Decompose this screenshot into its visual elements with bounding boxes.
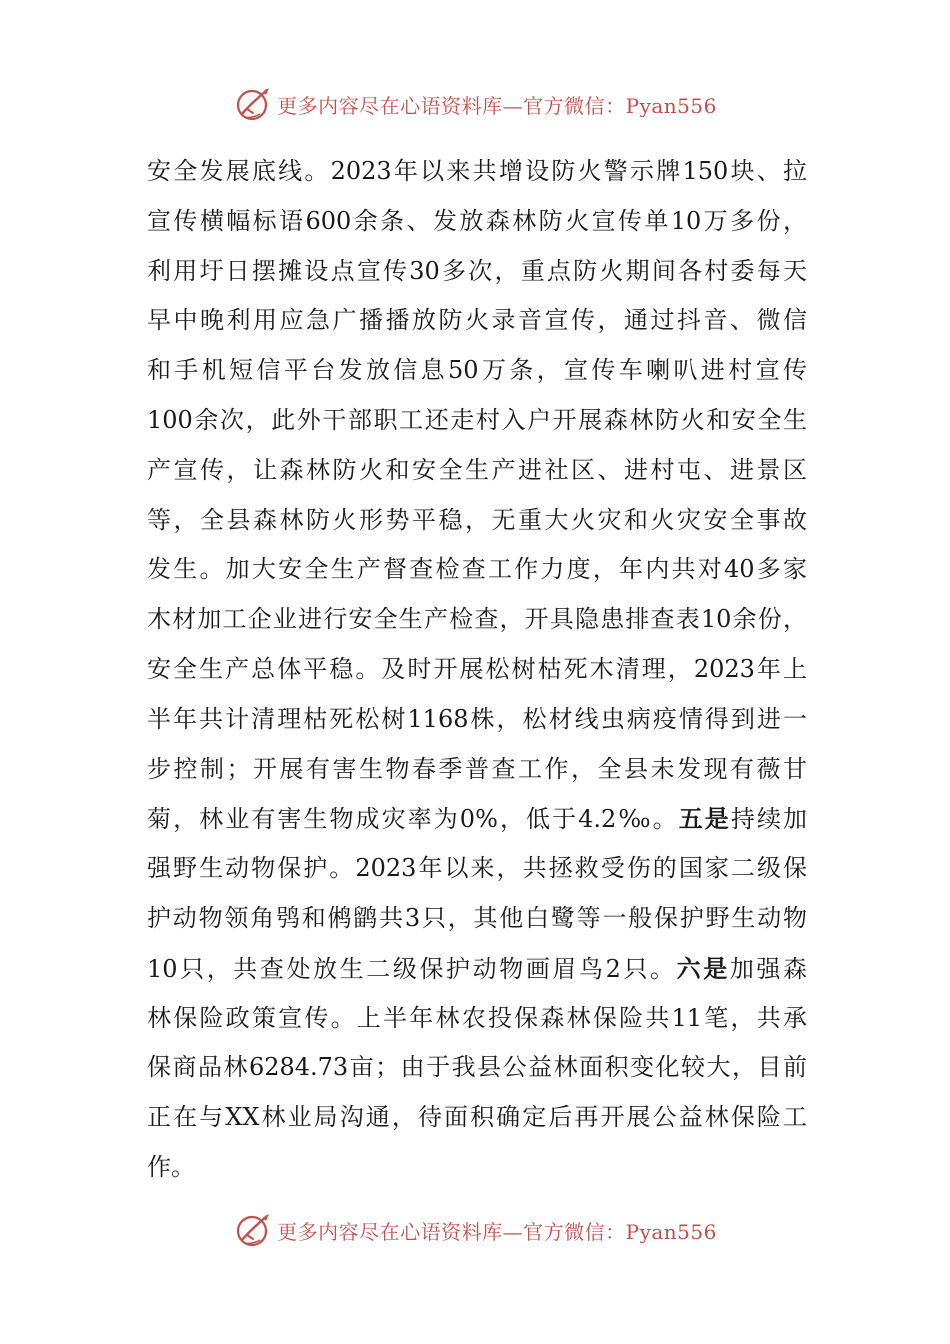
body-line [147, 396, 807, 446]
body-text: 护动物领角鸮和鸺鹠共3只，其他白鹭等一般保护野生动物 [147, 903, 807, 932]
body-line [147, 346, 807, 396]
body-line [147, 894, 807, 944]
body-text: 保商品林6284.73亩；由于我县公益林面积变化较大，目前 [147, 1053, 807, 1082]
banner-text: 更多内容尽在心语资料库—官方微信：Pyan556 [277, 93, 717, 118]
body-text: 强野生动物保护。2023年以来，共拯救受伤的国家二级保 [147, 854, 807, 883]
body-line [147, 595, 807, 645]
pen-logo-icon [233, 84, 273, 124]
body-line [147, 994, 807, 1044]
pen-logo-icon [233, 1210, 273, 1250]
body-text: 发生。加大安全生产督查检查工作力度，年内共对40多家 [147, 555, 807, 584]
body-line [147, 147, 807, 197]
body-line [147, 1143, 807, 1193]
body-text: 林保险政策宣传。上半年林农投保森林保险共11笔，共承 [147, 1003, 807, 1032]
body-line [147, 1093, 807, 1143]
body-text: 利用圩日摆摊设点宣传30多次，重点防火期间各村委每天 [147, 256, 807, 285]
body-text: 正在与XX林业局沟通，待面积确定后再开展公益林保险工 [147, 1103, 807, 1132]
body-text: 宣传横幅标语600余条、发放森林防火宣传单10万多份， [147, 206, 807, 235]
body-line [147, 695, 807, 745]
body-line [147, 1043, 807, 1093]
body-line [147, 794, 807, 844]
body-text: 100余次，此外干部职工还走村入户开展森林防火和安全生 [147, 405, 807, 434]
body-line [147, 496, 807, 546]
bold-keyword: 六是 [676, 953, 730, 983]
body-text: 加强森 [729, 954, 807, 983]
bold-keyword: 五是 [678, 804, 731, 834]
body-line [147, 844, 807, 894]
body-line [147, 645, 807, 695]
body-text: 和手机短信平台发放信息50万条，宣传车喇叭进村宣传 [147, 356, 807, 385]
body-text: 菊，林业有害生物成灾率为0%，低于4.2‰。 [147, 805, 679, 834]
body-line [147, 745, 807, 795]
body-text: 等，全县森林防火形势平稳，无重大火灾和火灾安全事故 [147, 505, 807, 534]
document-body [147, 147, 807, 1193]
header-banner [0, 82, 950, 126]
banner-text: 更多内容尽在心语资料库—官方微信：Pyan556 [277, 1219, 717, 1244]
body-line [147, 197, 807, 247]
body-text: 半年共计清理枯死松树1168株，松材线虫病疫情得到进一 [147, 704, 807, 733]
body-line [147, 545, 807, 595]
body-text: 早中晚利用应急广播播放防火录音宣传，通过抖音、微信 [147, 306, 807, 335]
body-text: 安全发展底线。2023年以来共增设防火警示牌150块、拉 [147, 157, 807, 185]
body-line [147, 247, 807, 297]
body-line [147, 296, 807, 346]
body-text: 持续加 [730, 805, 807, 834]
body-line [147, 944, 807, 994]
body-text: 木材加工企业进行安全生产检查，开具隐患排查表10余份， [147, 605, 807, 634]
body-text: 10只，共查处放生二级保护动物画眉鸟2只。 [147, 954, 677, 983]
body-text: 作。 [147, 1152, 195, 1181]
body-line [147, 446, 807, 496]
footer-banner [0, 1208, 950, 1252]
body-text: 产宣传，让森林防火和安全生产进社区、进村屯、进景区 [147, 455, 807, 484]
body-text: 步控制；开展有害生物春季普查工作，全县未发现有薇甘 [147, 754, 807, 783]
body-text: 安全生产总体平稳。及时开展松树枯死木清理，2023年上 [147, 654, 807, 683]
